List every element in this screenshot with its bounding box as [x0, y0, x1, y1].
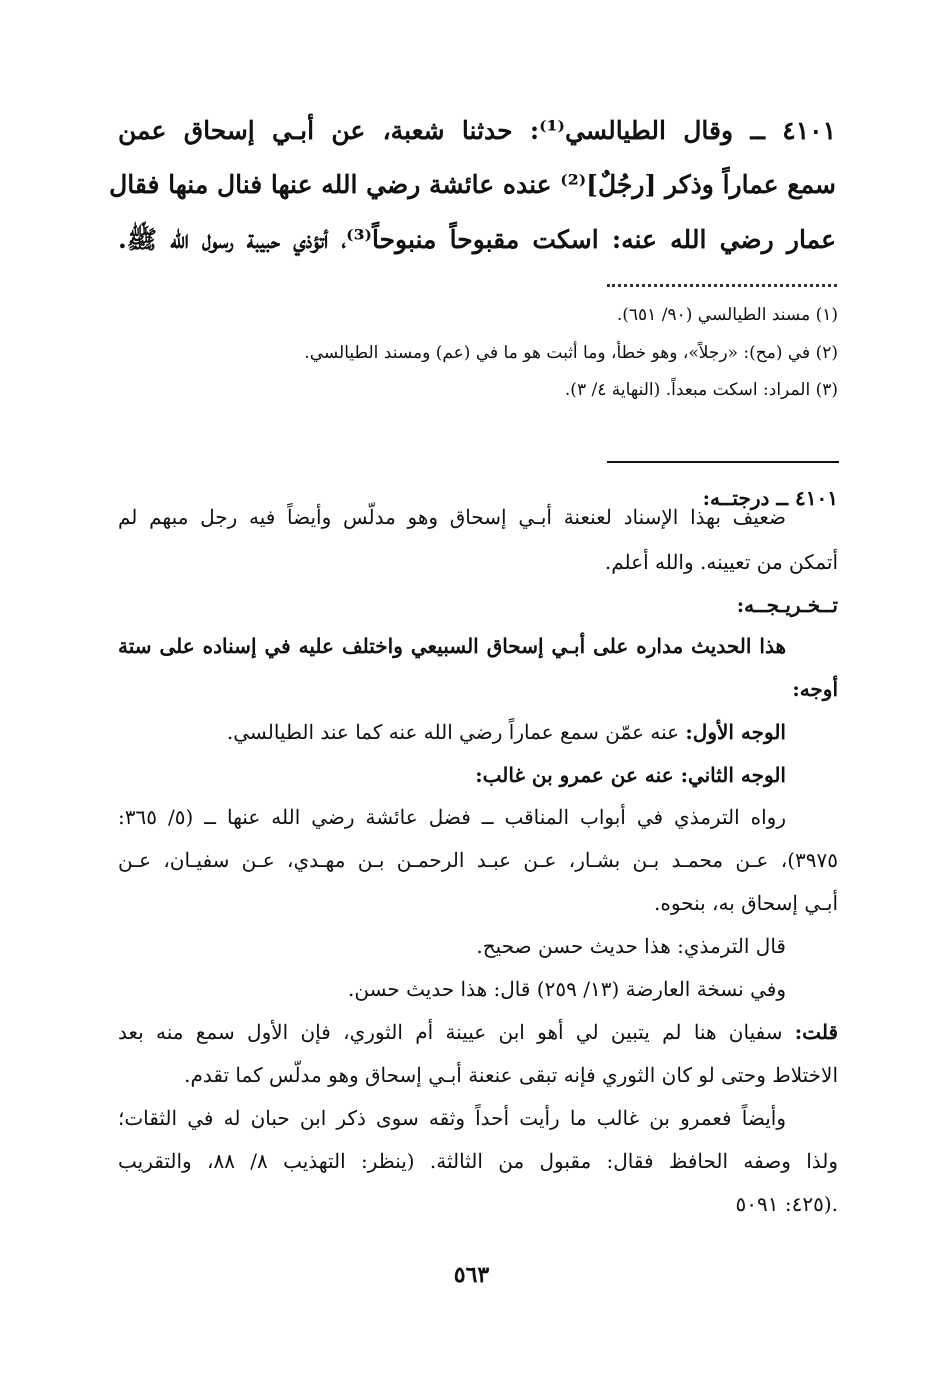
- takhrij-heading: تــخـريـجــه:: [736, 593, 838, 617]
- tirmidhi-verdict: قال الترمذي: هذا حديث حسن صحيح.: [476, 934, 786, 958]
- wajh-1: [118, 720, 786, 744]
- hadith-line-2: سمع عماراً وذكر [رجُلٌ]⁽²⁾ عنده عائشة رضي الله عنها فنال منها فقال: [109, 170, 836, 199]
- grade-line-1: ضعيف بهذا الإسناد لعنعنة أبـي إسحاق وهو مدلّس وأيضاً فيه رجل مبهم لم: [118, 505, 786, 529]
- qultu-line-1: [118, 1020, 838, 1044]
- final-line-2: ولذا وصفه الحافظ فقال: مقبول من الثالثة. (ينظر: التهذيب ٨/ ٨٨، والتقريب: [118, 1149, 839, 1173]
- wajh-2: الوجه الثاني: عنه عن عمرو بن غالب:: [475, 763, 786, 787]
- hadith-line-1: ٤١٠١ ــ وقال الطيالسي⁽¹⁾: حدثنا شعبة، عن أبـي إسحاق عمن: [118, 116, 836, 145]
- footnote-1: (١) مسند الطيالسي (٩٠/ ٦٥١).: [616, 305, 838, 325]
- grade-line-2: أتمكن من تعيينه. والله أعلم.: [604, 550, 838, 574]
- final-line-1: وأيضاً فعمرو بن غالب ما رأيت أحداً وثقه سوى ذكر ابن حبان له في الثقات؛: [118, 1106, 786, 1130]
- intro-line-2: أوجه:: [792, 677, 838, 701]
- tirmidhi-line-3: أبـي إسحاق به، بنحوه.: [654, 891, 838, 915]
- page-number: ٥٦٣: [453, 1262, 490, 1288]
- hadith-line-3: عمار رضي الله عنه: اسكت مقبوحاً منبوحاً⁽³⁾، أتؤذي حبيبة رسول الله ﷺ.: [118, 225, 836, 254]
- section-rule: [607, 461, 839, 463]
- footnote-separator: [607, 284, 837, 291]
- tirmidhi-line-2: ٣٩٧٥)، عـن محمـد بـن بشـار، عـن عبـد الرحمـن بـن مهـدي، عـن سفيـان، عـن: [118, 848, 838, 872]
- wajh-1-text: عنه عمّن سمع عماراً رضي الله عنه كما عند الطيالسي.: [226, 720, 686, 744]
- final-line-3: ٤٢٥: ٥٠٩١).: [735, 1192, 838, 1216]
- footnote-2: (٢) في (مح): «رجلاً»، وهو خطأ، وما أثبت هو ما في (عم) ومسند الطيالسي.: [304, 343, 838, 363]
- grade-heading: ٤١٠١ ــ درجتــه:: [702, 486, 838, 510]
- qultu-text-1: سفيان هنا لم يتبين لي أهو ابن عيينة أم الثوري، فإن الأول سمع منه بعد: [118, 1020, 795, 1044]
- footnote-3: (٣) المراد: اسكت مبعداً. (النهاية ٤/ ٣).: [564, 380, 838, 400]
- tirmidhi-line-1: رواه الترمذي في أبواب المناقب ــ فضل عائشة رضي الله عنها ــ (٥/ ٣٦٥:: [118, 805, 786, 829]
- intro-line-1: هذا الحديث مداره على أبـي إسحاق السبيعي واختلف عليه في إسناده على ستة: [118, 634, 786, 658]
- qultu-line-2: الاختلاط وحتى لو كان الثوري فإنه تبقى عنعنة أبـي إسحاق وهو مدلّس كما تقدم.: [184, 1063, 838, 1087]
- wajh-1-label: الوجه الأول:: [685, 720, 786, 744]
- aridah-note: وفي نسخة العارضة (١٣/ ٢٥٩) قال: هذا حديث حسن.: [347, 977, 786, 1001]
- qultu-label: قلت:: [794, 1020, 838, 1044]
